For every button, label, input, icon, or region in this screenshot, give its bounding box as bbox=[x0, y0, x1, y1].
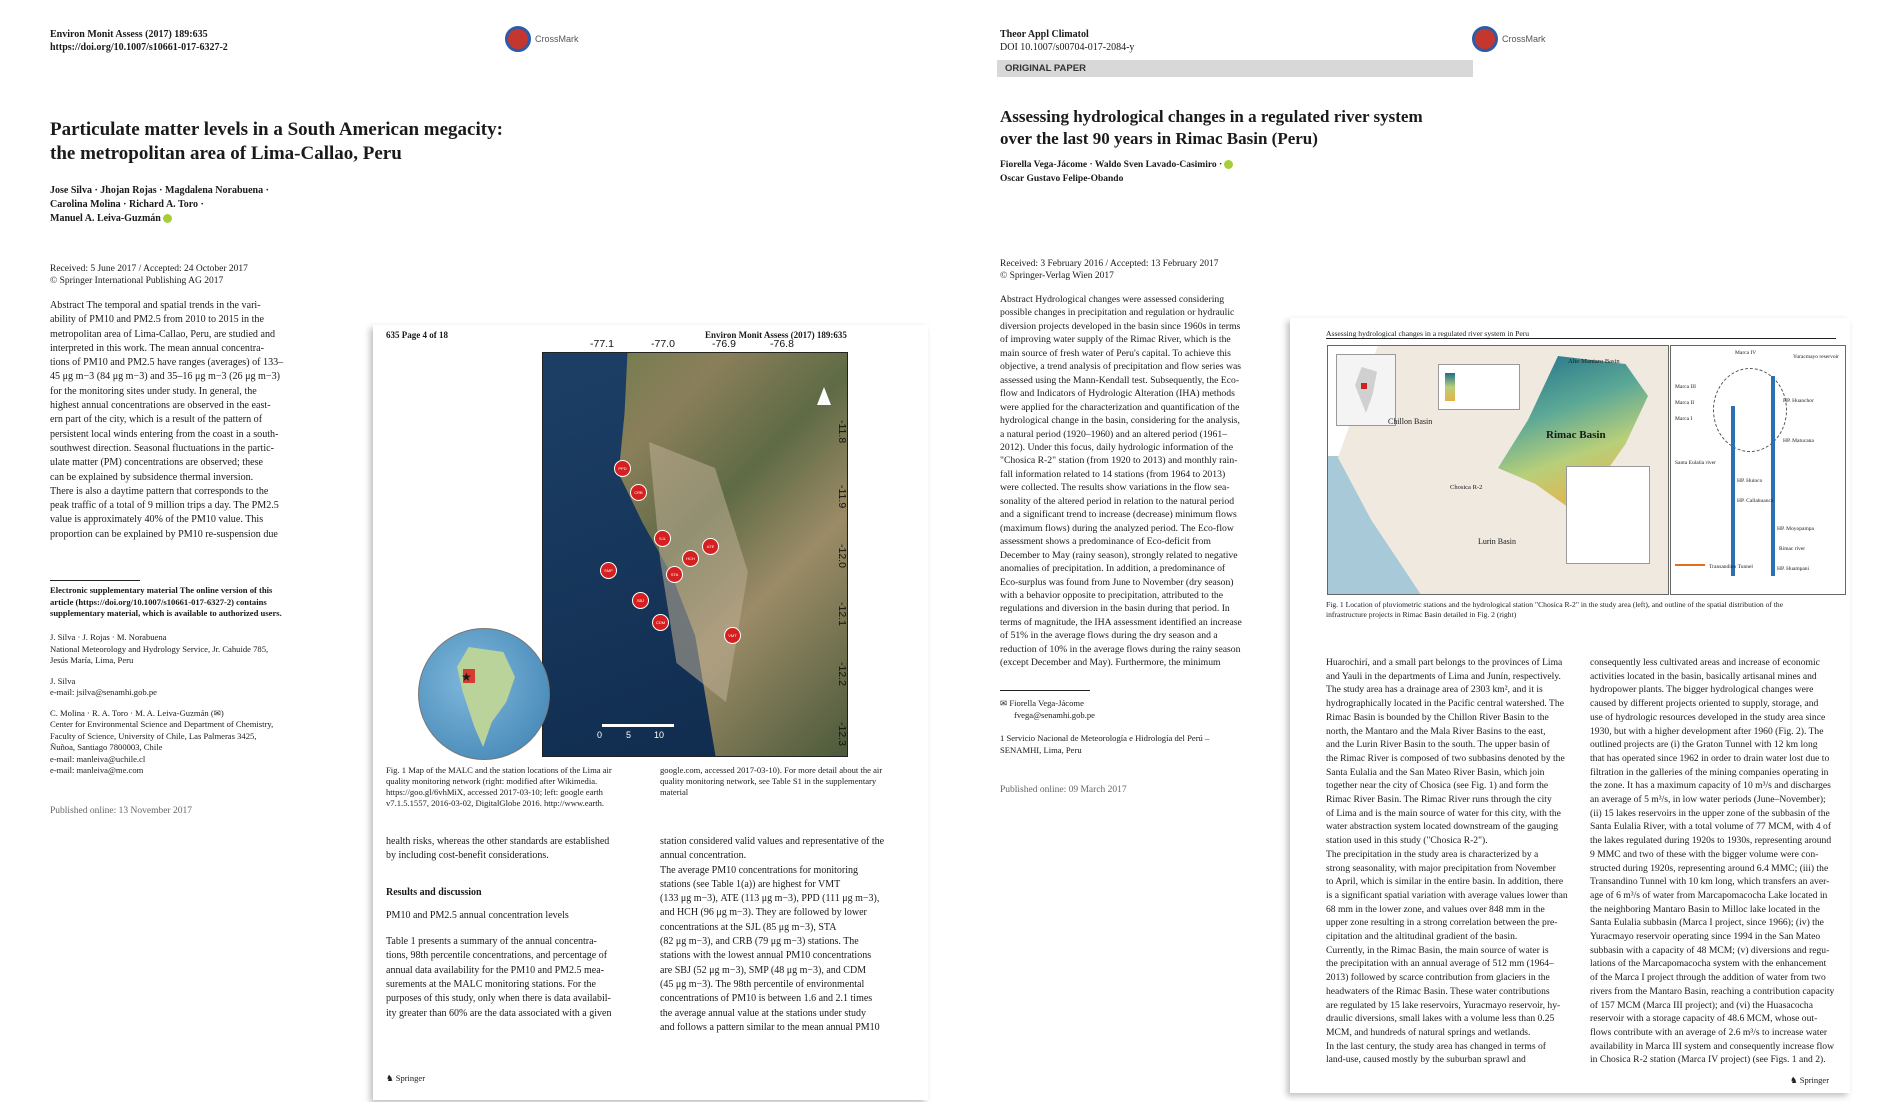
scale-label: 5 bbox=[626, 730, 632, 740]
lon-tick: -76.9 bbox=[712, 338, 736, 350]
inset-caption-right: google.com, accessed 2017-03-10). For more detail about the air quality monitoring network, see Table S1 in the supplementary material bbox=[660, 765, 883, 797]
results-heading: Results and discussion bbox=[386, 886, 482, 898]
lat-tick: -12.2 bbox=[836, 662, 848, 686]
lat-tick: -12.3 bbox=[836, 722, 848, 746]
article-title: Assessing hydrological changes in a regulated river system over the last 90 years in Rimac Basin (Peru) bbox=[1000, 107, 1423, 148]
locator-map bbox=[1336, 354, 1396, 426]
map-label: Chillon Basin bbox=[1388, 417, 1433, 426]
river-line bbox=[1731, 406, 1735, 576]
station-marker: SJL bbox=[654, 530, 671, 547]
inset-running-header: Assessing hydrological changes in a regulated river system in Peru bbox=[1326, 329, 1530, 338]
subheading: PM10 and PM2.5 annual concentration levels bbox=[386, 909, 569, 921]
published-date: Published online: 09 March 2017 bbox=[1000, 785, 1127, 795]
scale-bar bbox=[602, 724, 674, 727]
station-marker: SBJ bbox=[632, 592, 649, 609]
station-marker: HCH bbox=[682, 550, 699, 567]
station-marker: ATE bbox=[702, 538, 719, 555]
station-marker: PPD bbox=[614, 460, 631, 477]
crossmark-icon bbox=[1472, 26, 1498, 52]
inset-caption-left: Fig. 1 Map of the MALC and the station locations of the Lima air quality monitoring network (right: modified after Wikimedia. https://goo.gl/6vhMiX, accessed 2017-03-10; left: google earth v7.1.5.1557, 2016-03-02, DigitalGlobe 2016. http://www.earth. bbox=[386, 765, 612, 808]
orcid-icon[interactable] bbox=[163, 214, 172, 223]
lat-tick: -11.9 bbox=[836, 485, 848, 509]
footnote-rule bbox=[1000, 690, 1090, 691]
scheme-label: Santa Eulalia river bbox=[1675, 460, 1716, 466]
published-date: Published online: 13 November 2017 bbox=[50, 806, 192, 816]
inset2-col1: Huarochirí, and a small part belongs to the provinces of Lima and Yauli in the departments of Lima and Junín, respectively. The study area has a drainage area of 2303 km², and it is hydrographically located in the Pacific central watershed. The Rimac Basin is bounded by the Chillon River Basin to the north, the Mantaro and the Mala River Basins to the east, and the Lurin River Basin to the south. The upper basin of the Rimac River is composed of two subbasins denoted by the Santa Eulalia and the San Mateo River Basin, which join together near the city of Chosica (see Fig. 1) and form the Rimac River Basin. The Rimac River runs through the city of Lima and is the main source of water for this city, with the water abstraction system located downstream of the gauging station used in this study ("Chosica R-2"). The precipitation in the study area is characterized by a strong seasonality, with major precipitation from November to April, which is similar in the entire basin. In addition, there is a significant spatial variation with average values lower than 68 mm in the lower zone, and values over 848 mm in the upper zone resulting in a strong correlation between the pre- cipitation and the altitudinal gradient of the basin. Currently, in the Rimac Basin, the main source of water is the precipitation with an annual average of 512 mm (1964– 2013) followed by scarce contribution from glaciers in the headwaters of the Rimac Basin. These water contributions are regulated by 15 lake reservoirs, Yuracmayo reservoir, hy- draulic diversions, small lakes with a volume less than 0.25 MCM, and hundreds of natural springs and wetlands. In the last century, the study area has changed in terms of land-use, caused mostly by the suburban sprawl and bbox=[1326, 657, 1568, 1066]
scheme-label: Yuracmayo reservoir bbox=[1793, 354, 1839, 360]
globe-inset bbox=[418, 628, 550, 760]
north-arrow-icon bbox=[817, 387, 831, 405]
scale-label: 10 bbox=[654, 730, 665, 740]
scheme-label: Marca I bbox=[1675, 416, 1693, 422]
inset-col2: station considered valid values and representative of the annual concentration. The average PM10 concentrations for monitoring stations (see Table 1(a)) are highest for VMT (133 μg m−3), ATE (113 μg m−3), PPD (111 μg m−3), and HCH (96 μg m−3). They are followed by lower concentrations at the SJL (85 μg m−3), STA (82 μg m−3), and CRB (79 μg m−3) stations. The stations with the lowest annual PM10 concentrations are SBJ (52 μg m−3), SMP (48 μg m−3), and CDM (45 μg m−3). The 98th percentile of environmental concentrations of PM10 is between 1.6 and 2.1 times the average annual value at the stations under study and follows a pattern similar to the mean annual PM10 bbox=[660, 836, 885, 1033]
right-page bbox=[1000, 28, 1320, 54]
inset-col1: health risks, whereas the other standards are established by including cost-benefit considerations. Results and discussion PM10 and PM2.5 annual concentration levels Table 1 presents a summary of the annual concentra- tions, 98th percentile concentrations, and percentage of annual data availability for the PM10 and PM2.5 mea- surements at the MALC monitoring stations. For the purposes of this study, only when there is data availabil- ity greater than 60% are the data associated with a given bbox=[386, 835, 644, 1021]
station-marker: CDM bbox=[652, 614, 669, 631]
inset-header-left: 635 Page 4 of 18 bbox=[386, 330, 448, 340]
scheme-label: HP. Huampani bbox=[1777, 566, 1810, 572]
abstract: Abstract The temporal and spatial trends in the vari- ability of PM10 and PM2.5 from 2010 to 2015 in the metropolitan area of Lima-Callao, Peru, are studied and interpreted in this work. The mean annual concentra- tions of PM10 and PM2.5 have ranges (averages) of 133– 45 μg m−3 (84 μg m−3) and 35–16 μg m−3 (26 μg m−3) for the monitoring sites under study. In general, the highest annual concentrations are observed in the east- ern part of the city, which is a result of the pattern of persistent local winds entering from the coast in a south- southwest direction. Seasonal fluctuations in the partic- ulate matter (PM) concentrations are observed; these can be explained by subsidence thermal inversion. There is also a daytime pattern that corresponds to the peak traffic of a total of 9 million trips a day. The PM2.5 value is approximately 40% of the PM10 value. This proportion can be explained by PM10 re-suspension due bbox=[50, 300, 284, 540]
article-title: Particulate matter levels in a South American megacity: the metropolitan area of Lima-Callao, Peru bbox=[50, 119, 503, 164]
received-block: Received: 5 June 2017 / Accepted: 24 October 2017 © Springer International Publishing AG 2017 bbox=[50, 264, 248, 287]
author-list: Jose Silva · Jhojan Rojas · Magdalena Norabuena · Carolina Molina · Richard A. Toro · Manuel A. Leiva-Guzmán bbox=[50, 185, 269, 224]
star-icon: ★ bbox=[461, 670, 472, 684]
scheme-label: Marca IV bbox=[1735, 350, 1757, 356]
paper-type-bar: ORIGINAL PAPER bbox=[997, 60, 1473, 77]
lat-tick: -12.0 bbox=[836, 544, 848, 568]
corresponding-author: ✉ Fiorella Vega-Jácome fvega@senamhi.gob.pe 1 Servicio Nacional de Meteorología e Hidrología del Perú – SENAMHI, Lima, Peru bbox=[1000, 698, 1210, 755]
supplementary-note: Electronic supplementary material The online version of this article (https://doi.org/10.1007/s10661-017-6327-2) contains supplementary material, which is available to authorized users. bbox=[50, 585, 282, 618]
station-marker: VMT bbox=[724, 627, 741, 644]
station-marker: STA bbox=[666, 566, 683, 583]
basin-outline bbox=[1713, 368, 1787, 452]
springer-horse-icon: ♞ bbox=[1790, 1075, 1798, 1085]
inset-header-right: Environ Monit Assess (2017) 189:635 bbox=[705, 330, 847, 340]
scheme-label: Marca II bbox=[1675, 400, 1695, 406]
rimac-basin-map bbox=[1327, 345, 1669, 595]
scheme-label: HP. Huanchor bbox=[1783, 398, 1814, 404]
header-rule bbox=[1326, 338, 1836, 339]
doi-line: https://doi.org/10.1007/s10661-017-6327-2 bbox=[50, 42, 228, 53]
springer-logo: ♞ Springer bbox=[386, 1073, 426, 1083]
footnote-rule bbox=[50, 580, 140, 581]
scheme-label: HP. Moyopampa bbox=[1777, 526, 1814, 532]
lon-tick: -77.0 bbox=[651, 338, 675, 350]
springer-logo: ♞ Springer bbox=[1790, 1075, 1830, 1085]
crossmark-icon bbox=[505, 26, 531, 52]
scale-label: 0 bbox=[597, 730, 603, 740]
inset2-col2: consequently less cultivated areas and increase of economic activities located in the basin, basically artisanal mines and hydropower plants. The bigger hydrological changes were caused by different projects oriented to supply, storage, and use of hydrologic resources developed in the study area since 1930, but with a higher development after 1960 (Fig. 2). The outlined projects are (i) the Graton Tunnel with 12 km long that has operated since 1962 in order to drain water lost due to filtration in the galleries of the mining companies operating in the zone. It has a maximum capacity of 10 m³/s and discharges an average of 5 m³/s, in low water periods (June–November); (ii) 15 lakes reservoirs in the upper zone of the subbasin of the Santa Eulalia River, with a total volume of 77 MCM, with 4 of the lakes regulated during 1920s to 1930s, representing around 9 MMC and two of these with the bigger volume were con- structed during 1920s, representing around 6.4 MMC; (iii) the Transandino Tunnel with 10 km long, which transfers an aver- age of 6 m³/s of water from Marcapomacocha Lake located in the neighboring Mantaro Basin to Milloc lake located in the Santa Eulalia subbasin (Marca I project, since 1966); (iv) the Yuracmayo reservoir operating since 1994 in the San Mateo subbasin with a capacity of 48 MCM; (v) diversions and regu- lations of the Marcapomacocha system with the enhancement of the Marca I project through the addition of water from two rivers from the Mantaro Basin, reaching a contribution capacity of 157 MCM (Marca III project); and (vi) the Huasacocha reservoir with a storage capacity of 48.6 MCM, whose out- flows contribute with an average of 2.6 m³/s to increase water availability in Marca III system and consequently increase flow in Chosica R-2 station (Marca IV project) (see Figs. 1 and 2). bbox=[1590, 657, 1835, 1066]
author-list: Fiorella Vega-Jácome · Waldo Sven Lavado-Casimiro · Oscar Gustavo Felipe-Obando bbox=[1000, 158, 1360, 186]
journal-line: Theor Appl Climatol bbox=[1000, 29, 1089, 40]
tunnel-line bbox=[1675, 564, 1705, 566]
affiliations: J. Silva · J. Rojas · M. Norabuena National Meteorology and Hydrology Service, Jr. Cahuide 785, Jesús María, Lima, Peru J. Silva e-mail: jsilva@senamhi.gob.pe C. Molina · R. A. Toro · M. A. Leiva-Guzmán (✉) Center for Environmental Science and Department of Chemistry, Faculty of Science, University of Chile, Las Palmeras 3425, Ñuñoa, Santiago 7800003, Chile e-mail: manleiva@uchile.cl e-mail: manleiva@me.com bbox=[50, 632, 274, 775]
received-block: Received: 3 February 2016 / Accepted: 13 February 2017 © Springer-Verlag Wien 2017 bbox=[1000, 259, 1219, 282]
station-marker: CRB bbox=[630, 484, 647, 501]
lat-tick: -12.1 bbox=[836, 602, 848, 626]
river-line bbox=[1771, 376, 1775, 576]
scheme-label: HP. Matucana bbox=[1783, 438, 1814, 444]
scheme-label: Rimac river bbox=[1779, 546, 1806, 552]
lon-tick: -77.1 bbox=[590, 338, 614, 350]
figure-caption: Fig. 1 Location of pluviometric stations and the hydrological station "Chosica R-2" in the study area (left), and outline of the spatial distribution of the infrastructure projects in Rimac Basin detailed in Fig. 2 (right) bbox=[1326, 600, 1784, 619]
map-label: Rimac Basin bbox=[1546, 429, 1606, 441]
elevation-legend bbox=[1438, 364, 1520, 410]
crossmark-label: CrossMark bbox=[535, 34, 579, 44]
map-label: Alto Mantaro Basin bbox=[1568, 358, 1620, 365]
scheme-label: HP. Callahuanca bbox=[1737, 498, 1774, 504]
map-legend bbox=[1566, 466, 1650, 564]
lon-tick: -76.8 bbox=[770, 338, 794, 350]
scheme-label: Transandino Tunnel bbox=[1709, 564, 1753, 570]
crossmark-badge[interactable] bbox=[505, 26, 579, 52]
abstract: Abstract Hydrological changes were assessed considering possible changes in precipitation and regulation or hydraulic diversion projects developed in the basin since 1960s in terms of improving water supply of the Rimac River, which is the main source of fresh water of Peru's capital. To achieve this objective, a trend analysis of precipitation and flow series was assessed using the Mann-Kendall test. Subsequently, the Eco- flow and Indicators of Hydrologic Alteration (IHA) methods were applied for the characterization and quantification of the hydrological change in the basin, considering for the analysis, a natural period (1920–1960) and an altered period (1961– 2012). Under this focus, daily hydrologic information of the "Chosica R-2" station (from 1920 to 2013) and monthly rain- fall information related to 14 stations (from 1964 to 2013) were collected. The results show variations in the flow sea- sonality of the altered period in relation to the natural period and a significant trend to increase (decrease) minimum flows (maximum flows) during the analyzed period. The Eco-flow assessment shows a predominance of Eco-deficit from December to May (rainy season), strongly related to negative anomalies of precipitation. In addition, a predominance of Eco-surplus was found from June to November (dry season) with a behavior opposite to precipitation, attributed to the regulations and diversion in the basin during that period. In terms of magnitude, the IHA assessment identified an increase of 51% in the average flows during the dry season and a reduction of 10% in the average flows during the rainy season (except December and May). Furthermore, the minimum bbox=[1000, 294, 1242, 669]
doi-line: DOI 10.1007/s00704-017-2084-y bbox=[1000, 42, 1135, 53]
springer-horse-icon: ♞ bbox=[386, 1073, 394, 1083]
map-label: Chosica R-2 bbox=[1450, 484, 1483, 491]
scheme-label: Marca III bbox=[1675, 384, 1696, 390]
infrastructure-scheme bbox=[1670, 345, 1846, 595]
orcid-icon[interactable] bbox=[1224, 160, 1233, 169]
station-marker: SMP bbox=[600, 562, 617, 579]
lima-map bbox=[542, 352, 848, 757]
lat-tick: -11.8 bbox=[836, 420, 848, 444]
map-label: Lurin Basin bbox=[1478, 537, 1516, 546]
left-page bbox=[50, 28, 370, 54]
scheme-label: HP. Huinco bbox=[1737, 478, 1763, 484]
journal-line: Environ Monit Assess (2017) 189:635 bbox=[50, 29, 208, 40]
crossmark-badge[interactable]: CrossMark bbox=[1472, 26, 1546, 52]
